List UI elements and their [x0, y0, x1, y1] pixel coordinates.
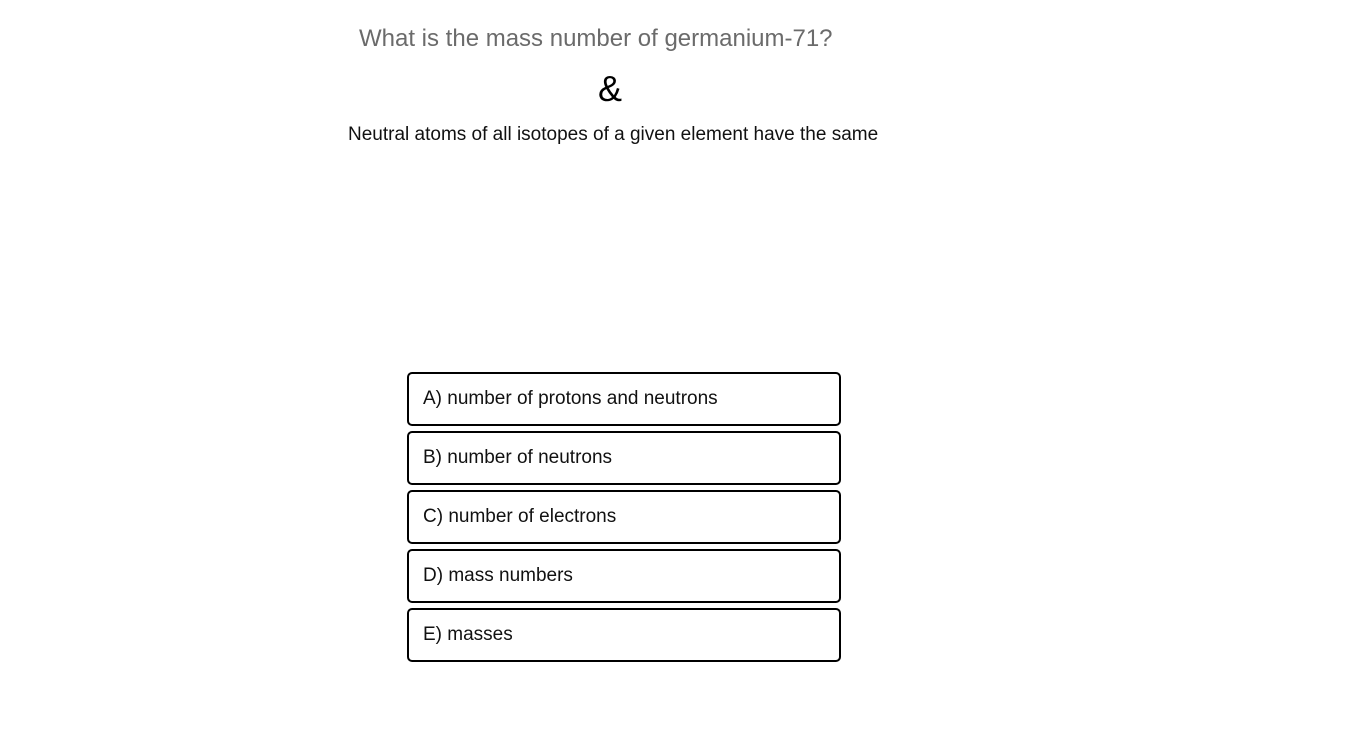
question-title: What is the mass number of germanium-71? — [359, 25, 833, 52]
option-a-label: A) number of protons and neutrons — [423, 388, 718, 409]
option-d-button[interactable] — [407, 549, 841, 603]
option-e-button[interactable] — [407, 608, 841, 662]
option-b-button[interactable] — [407, 431, 841, 485]
question-separator: & — [598, 68, 623, 109]
answer-options — [407, 372, 841, 667]
option-a-button[interactable] — [407, 372, 841, 426]
option-d-label: D) mass numbers — [423, 565, 573, 586]
question-prompt: Neutral atoms of all isotopes of a given element have the same — [348, 124, 879, 145]
option-c-button[interactable] — [407, 490, 841, 544]
option-b-label: B) number of neutrons — [423, 447, 613, 468]
option-e-label: E) masses — [423, 624, 513, 645]
option-c-label: C) number of electrons — [423, 506, 617, 527]
